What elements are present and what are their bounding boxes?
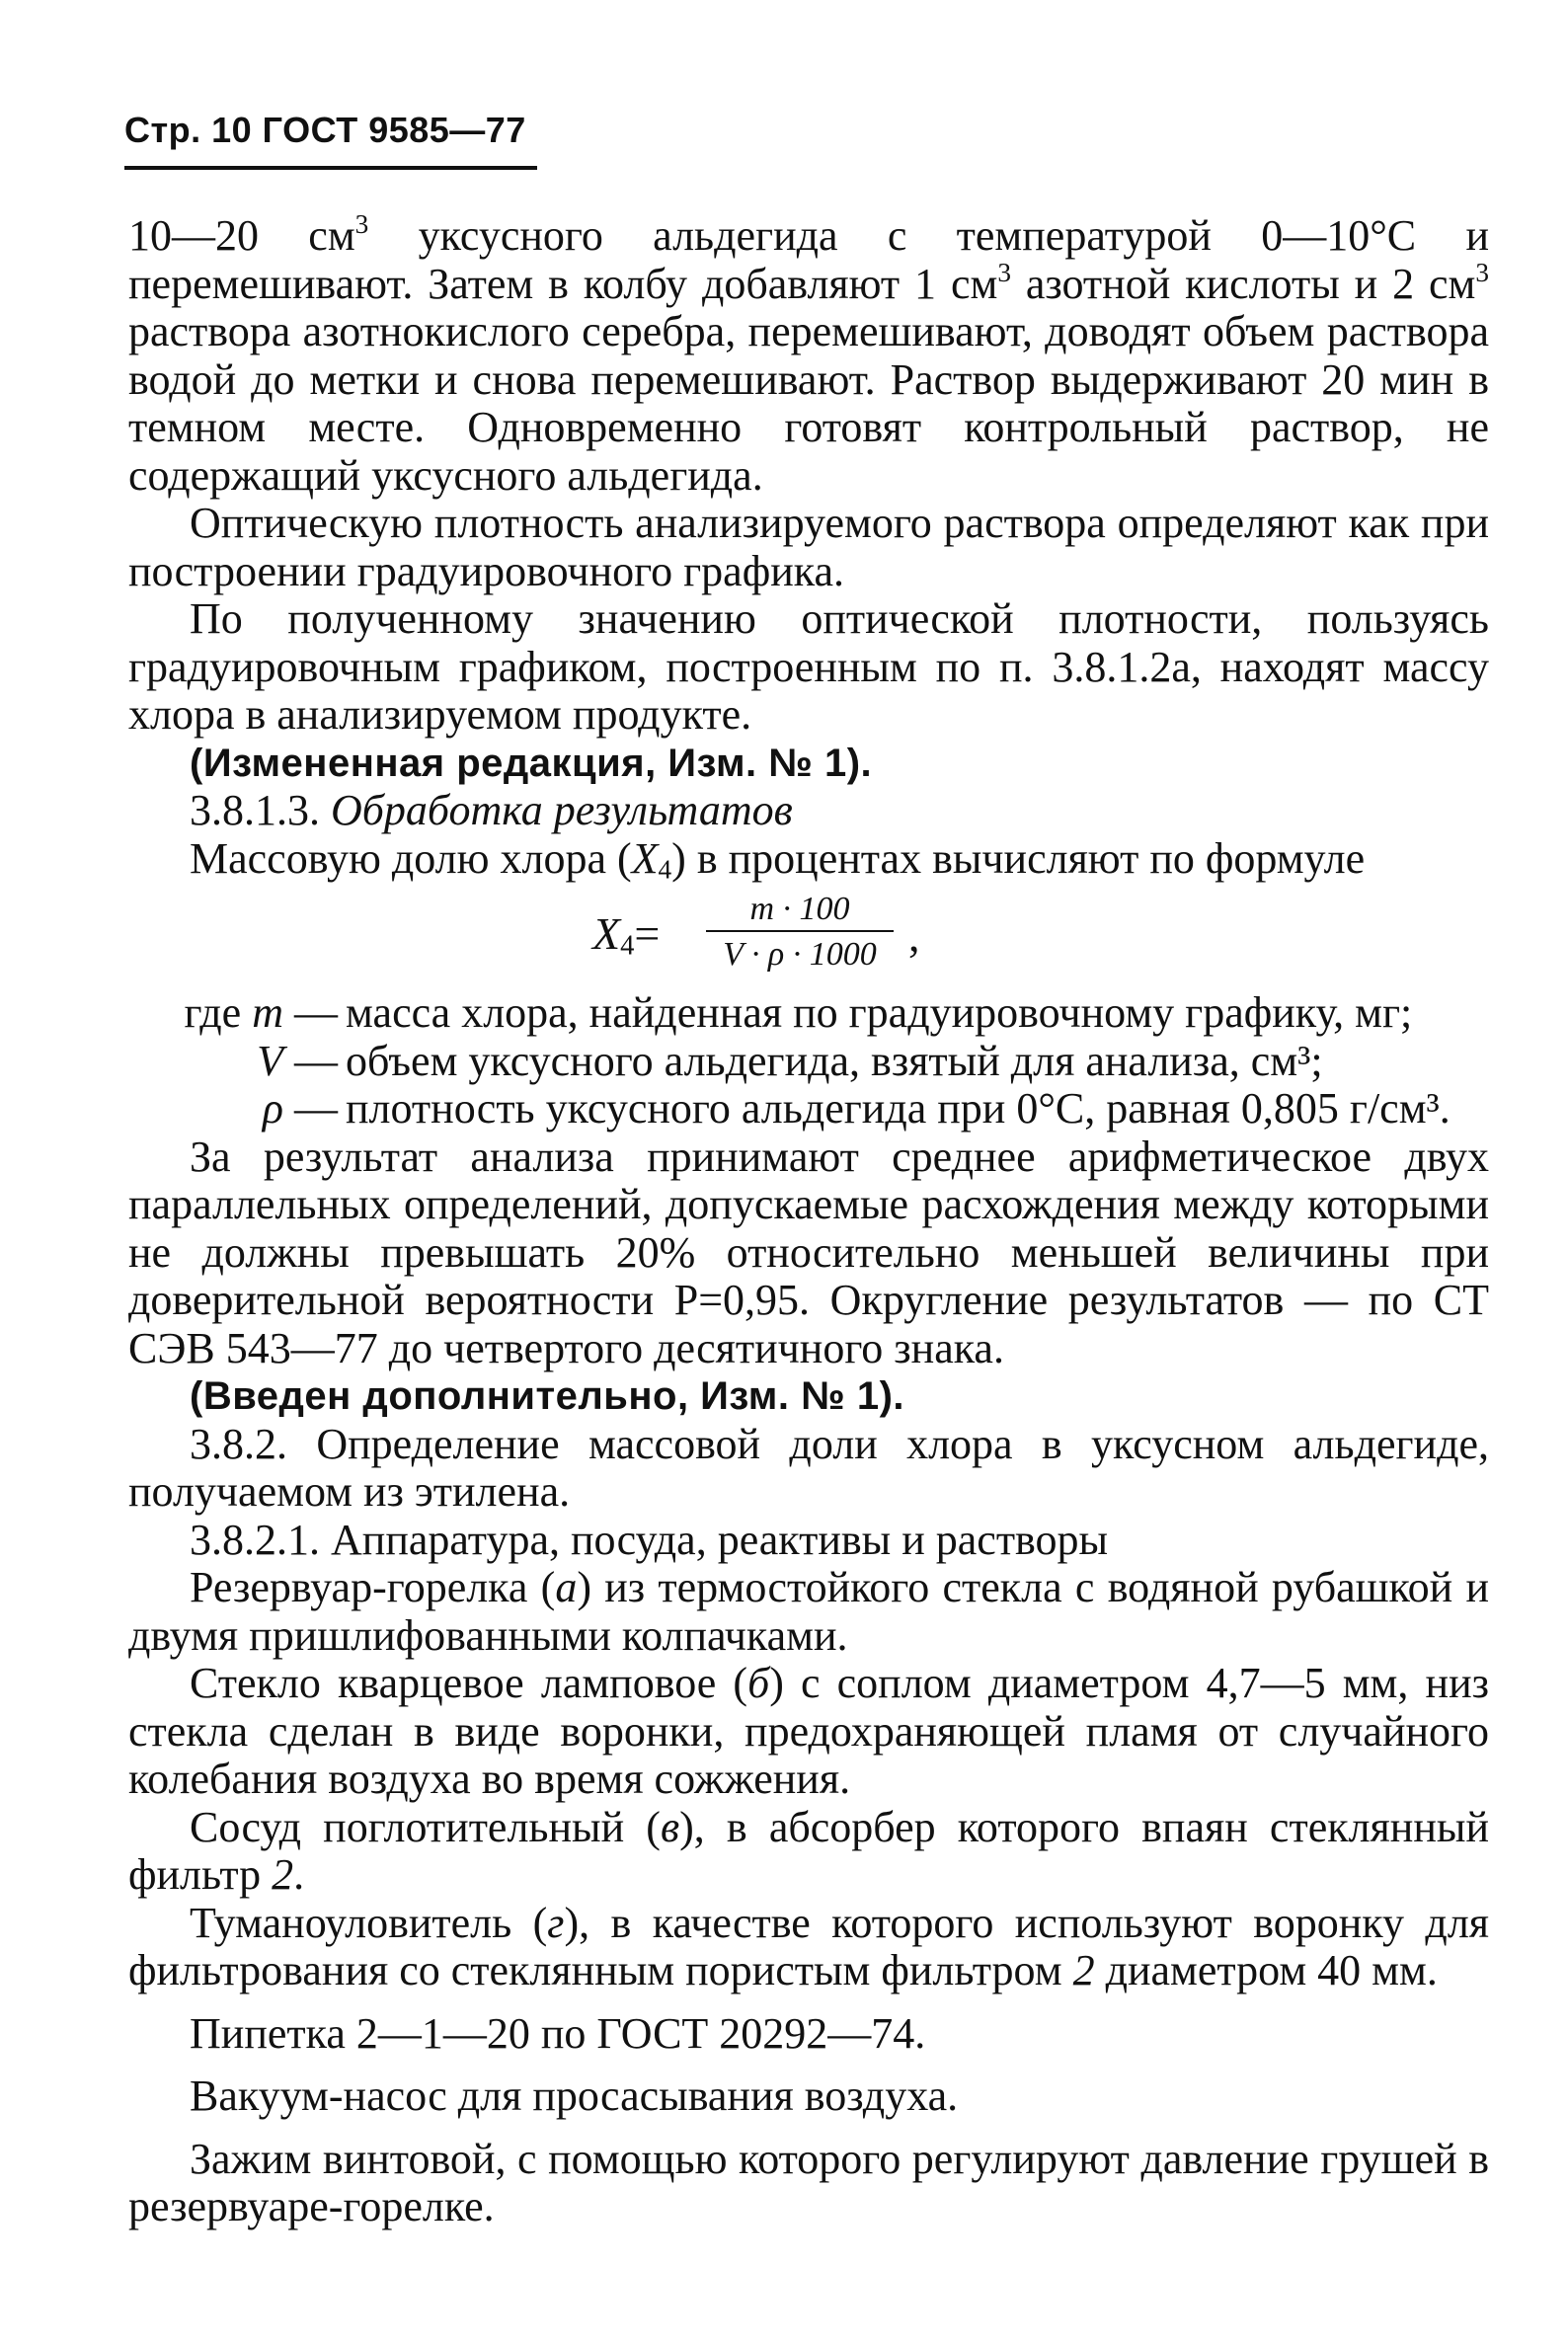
paragraph: Стекло кварцевое ламповое (б) с соплом диаметром 4,7—5 мм, низ стекла сделан в виде воронки, предохраняющей пламя от случайного колебания воздуха во время сожжения.: [128, 1659, 1489, 1803]
amendment-note: (Измененная редакция, Изм. № 1).: [190, 741, 873, 785]
paragraph: Пипетка 2—1—20 по ГОСТ 20292—74.: [190, 2008, 926, 2058]
paragraph: 10—20 $см^3$ уксусного альдегида с температурой 0—10°С и перемешивают. Затем в колбу добавляют 1 $см^3$ азотной кислоты и 2 $см^3$ раствора азотнокислого серебра, перемешивают, доводят объем раствора водой до метки и снова перемешивают. Раствор выдерживают 20 мин в темном месте. Одновременно готовят контрольный раствор, не содержащий уксусного альдегида.: [128, 209, 1490, 500]
page-header: Стр. 10 ГОСТ 9585—77: [124, 110, 526, 150]
paragraph: Вакуум-насос для просасывания воздуха.: [190, 2071, 959, 2120]
paragraph: Сосуд поглотительный (в), в абсорбер которого впаян стеклянный фильтр 2.: [128, 1802, 1489, 1899]
document-body: [128, 209, 1490, 2231]
definitions-list: [128, 989, 1489, 1133]
formula-fraction: [701, 891, 899, 974]
amendment-note: (Введен дополнительно, Изм. № 1).: [190, 1374, 904, 1418]
paragraph: Зажим винтовой, с помощью которого регулируют давление грушей в резервуаре-горелке.: [128, 2134, 1489, 2230]
section-heading: 3.8.2. Определение массовой доли хлора в уксусном альдегиде, получаемом из этилена.: [128, 1419, 1489, 1516]
formula: [128, 889, 1489, 977]
paragraph: Оптическую плотность анализируемого раствора определяют как при построении градуировочного графика.: [128, 499, 1489, 595]
definition-item: ρ — плотность уксусного альдегида при 0°С, равная 0,805 г/см³.: [262, 1084, 1450, 1133]
definition-item: V — объем уксусного альдегида, взятый для анализа, см³;: [257, 1036, 1323, 1085]
formula-denominator: V · ρ · 1000: [723, 936, 877, 973]
section-heading: 3.8.1.3. Обработка результатов: [190, 786, 793, 834]
paragraph: Резервуар-горелка (а) из термостойкого стекла с водяной рубашкой и двумя пришлифованными колпачками.: [128, 1563, 1489, 1660]
definition-item: где m — масса хлора, найденная по градуировочному графику, мг;: [184, 988, 1413, 1037]
fraction-bar: [706, 930, 894, 932]
paragraph: Туманоуловитель (г), в качестве которого используют воронку для фильтрования со стеклянным пористым фильтром 2 диаметром 40 мм.: [128, 1898, 1490, 1994]
section-heading: 3.8.2.1. Аппаратура, посуда, реактивы и растворы: [190, 1515, 1109, 1564]
paragraph: Массовую долю хлора $(X_4)$ в процентах вычисляют по формуле: [190, 833, 1366, 884]
formula-comma: ,: [908, 910, 920, 961]
formula-numerator: m · 100: [749, 891, 850, 927]
header-rule: [124, 166, 537, 170]
paragraph: За результат анализа принимают среднее арифметическое двух параллельных определений, допускаемые расхождения между которыми не должны превышать 20% относительно меньшей величины при доверительной вероятности Р=0,95. Округление результатов — по СТ СЭВ 543—77 до четвертого десятичного знака.: [128, 1132, 1489, 1372]
paragraph: По полученному значению оптической плотности, пользуясь градуировочным графиком, построенным по п. 3.8.1.2а, находят массу хлора в анализируемом продукте.: [128, 594, 1489, 739]
formula-lhs: $X_4=$: [592, 908, 661, 962]
